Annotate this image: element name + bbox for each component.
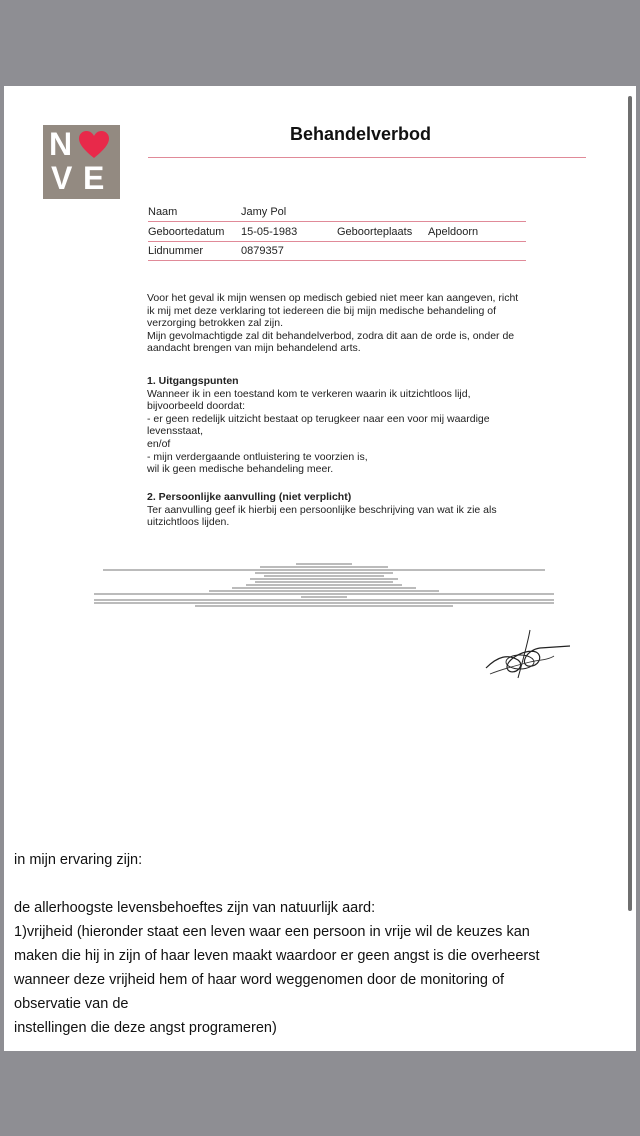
illegible-line — [103, 569, 545, 571]
comment-line: de allerhoogste levensbehoeftes zijn van natuurlijk aard: — [14, 900, 376, 916]
scrollbar[interactable] — [628, 96, 632, 911]
intro-line: ik mij met deze verklaring tot iedereen die bij mijn medische behandeling of — [147, 304, 497, 317]
comment-line: wanneer deze vrijheid hem of haar word weggenomen door de monitoring of — [14, 972, 505, 988]
section-uitgangspunten — [147, 375, 547, 476]
section-line: levensstaat, — [147, 425, 204, 438]
comment-line: maken die hij in zijn of haar leven maakt waardoor er geen angst is die overheerst — [14, 948, 540, 964]
logo-letter-e: E — [83, 160, 105, 196]
illegible-line — [94, 599, 554, 601]
logo-letter-n: N — [49, 126, 73, 162]
heart-icon — [79, 131, 109, 159]
section-line: - mijn verdergaande ontluistering te voorzien is, — [147, 450, 368, 463]
illegible-line — [301, 596, 347, 598]
comment-line: instellingen die deze angst programeren) — [14, 1020, 277, 1036]
illegible-line — [260, 566, 389, 568]
illegible-line — [209, 590, 439, 592]
section-line: en/of — [147, 437, 171, 450]
document-title: Behandelverbod — [290, 124, 432, 144]
comment-line: 1)vrijheid (hieronder staat een leven waar een persoon in vrije wil de keuzes kan — [14, 924, 530, 940]
section-line: wil ik geen medische behandeling meer. — [147, 463, 334, 476]
section-heading: 1. Uitgangspunten — [147, 375, 239, 387]
comment-line: observatie van de — [14, 996, 129, 1012]
illegible-line — [255, 572, 393, 574]
intro-paragraph — [147, 292, 547, 355]
section-line: Ter aanvulling geef ik hierbij een persoonlijke beschrijving van wat ik zie als — [147, 503, 497, 516]
naam-value: Jamy Pol — [241, 206, 287, 218]
field-divider — [148, 221, 526, 222]
illegible-line — [296, 563, 351, 565]
naam-label: Naam — [148, 206, 178, 218]
geboortedatum-value: 15-05-1983 — [241, 226, 298, 238]
section-persoonlijke-aanvulling — [147, 491, 547, 529]
illegible-line — [94, 593, 554, 595]
illegible-line — [255, 581, 393, 583]
signature — [478, 626, 578, 686]
illegible-line — [195, 605, 453, 607]
geboorteplaats-label: Geboorteplaats — [337, 226, 413, 238]
intro-line: verzorging betrokken zal zijn. — [147, 317, 283, 330]
title-underline — [148, 157, 586, 158]
geboortedatum-label: Geboortedatum — [148, 226, 225, 238]
section-line: Wanneer ik in een toestand kom te verkeren waarin ik uitzichtloos lijd, — [147, 387, 471, 400]
field-divider — [148, 241, 526, 242]
section-line: uitzichtloos lijden. — [147, 516, 230, 529]
illegible-line — [250, 578, 397, 580]
illegible-line — [94, 602, 554, 604]
geboorteplaats-value: Apeldoorn — [428, 226, 479, 238]
comment-line: in mijn ervaring zijn: — [14, 852, 143, 868]
illegible-text-block — [94, 562, 554, 608]
logo-letter-v: V — [51, 160, 73, 196]
illegible-line — [232, 587, 416, 589]
section-line: - er geen redelijk uitzicht bestaat op terugkeer naar een voor mij waardige — [147, 412, 490, 425]
illegible-line — [246, 584, 402, 586]
comment-line — [14, 872, 624, 896]
intro-line: Voor het geval ik mijn wensen op medisch gebied niet meer kan aangeven, richt — [147, 292, 519, 304]
section-heading: 2. Persoonlijke aanvulling (niet verplicht) — [147, 491, 352, 503]
section-line: bijvoorbeeld doordat: — [147, 400, 246, 413]
comment-text — [14, 848, 624, 1040]
intro-line: aandacht brengen van mijn behandelend arts. — [147, 342, 361, 355]
field-divider — [148, 260, 526, 261]
document-page — [4, 86, 636, 1051]
illegible-line — [264, 575, 384, 577]
nvve-logo — [43, 125, 120, 199]
intro-line: Mijn gevolmachtigde zal dit behandelverbod, zodra dit aan de orde is, onder de — [147, 329, 515, 342]
lidnummer-value: 0879357 — [241, 245, 284, 257]
lidnummer-label: Lidnummer — [148, 245, 204, 257]
